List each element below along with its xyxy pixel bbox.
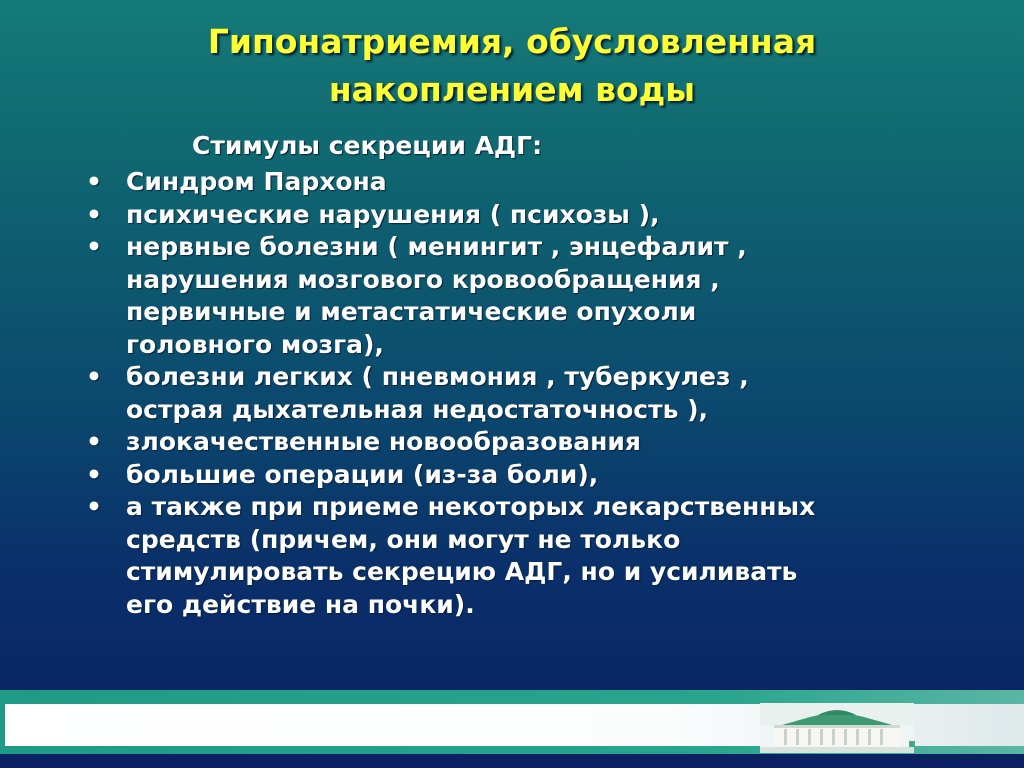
bullet-text-line: стимулировать секрецию АДГ, но и усиливать	[126, 557, 798, 586]
subtitle: Стимулы секреции АДГ:	[192, 131, 543, 160]
bullet-item-parhon	[86, 166, 946, 199]
building-icon	[760, 703, 914, 753]
bullet-text-line: средств (причем, они могут не только	[126, 524, 681, 554]
bullet-text-line: первичные и метастатические опухоли	[126, 297, 697, 326]
bullet-icon: •	[86, 199, 102, 229]
bullet-item-drugs	[86, 491, 946, 621]
bullet-item-surgery	[86, 459, 946, 492]
bullet-text-line: нарушения мозгового кровообращения ,	[126, 264, 720, 294]
bullet-text-line: нервные болезни ( менингит , энцефалит ,	[126, 232, 747, 261]
bullet-text-line: злокачественные новообразования	[126, 427, 641, 456]
bullet-icon: •	[86, 459, 102, 489]
bullet-item-mental	[86, 199, 946, 232]
bullet-item-nervous	[86, 231, 946, 361]
bullet-item-lungs	[86, 361, 946, 426]
bullet-icon: •	[86, 362, 102, 391]
bullet-text-line: психические нарушения ( психозы ),	[126, 199, 660, 229]
bullet-text-line: острая дыхательная недостаточность ),	[126, 394, 709, 424]
bullet-icon: •	[86, 167, 102, 196]
bullet-item-tumors	[86, 426, 946, 459]
bullet-list	[86, 166, 946, 621]
bullet-text-line: а также при приеме некоторых лекарственных	[126, 492, 816, 521]
bullet-icon: •	[86, 232, 102, 261]
bullet-icon: •	[86, 492, 102, 521]
slide-title	[60, 18, 964, 114]
title-line-1: Гипонатриемия, обусловленная	[207, 22, 817, 61]
bullet-text-line: головного мозга),	[126, 329, 384, 359]
title-line-2: накоплением воды	[328, 70, 696, 109]
bullet-text-line: Синдром Пархона	[126, 167, 387, 196]
corner-marker-icon	[909, 741, 915, 747]
bullet-text-line: большие операции (из-за боли),	[126, 459, 599, 489]
bullet-icon: •	[86, 427, 102, 456]
bullet-text-line: болезни легких ( пневмония , туберкулез ,	[126, 362, 749, 391]
bullet-text-line: его действие на почки).	[126, 589, 475, 619]
